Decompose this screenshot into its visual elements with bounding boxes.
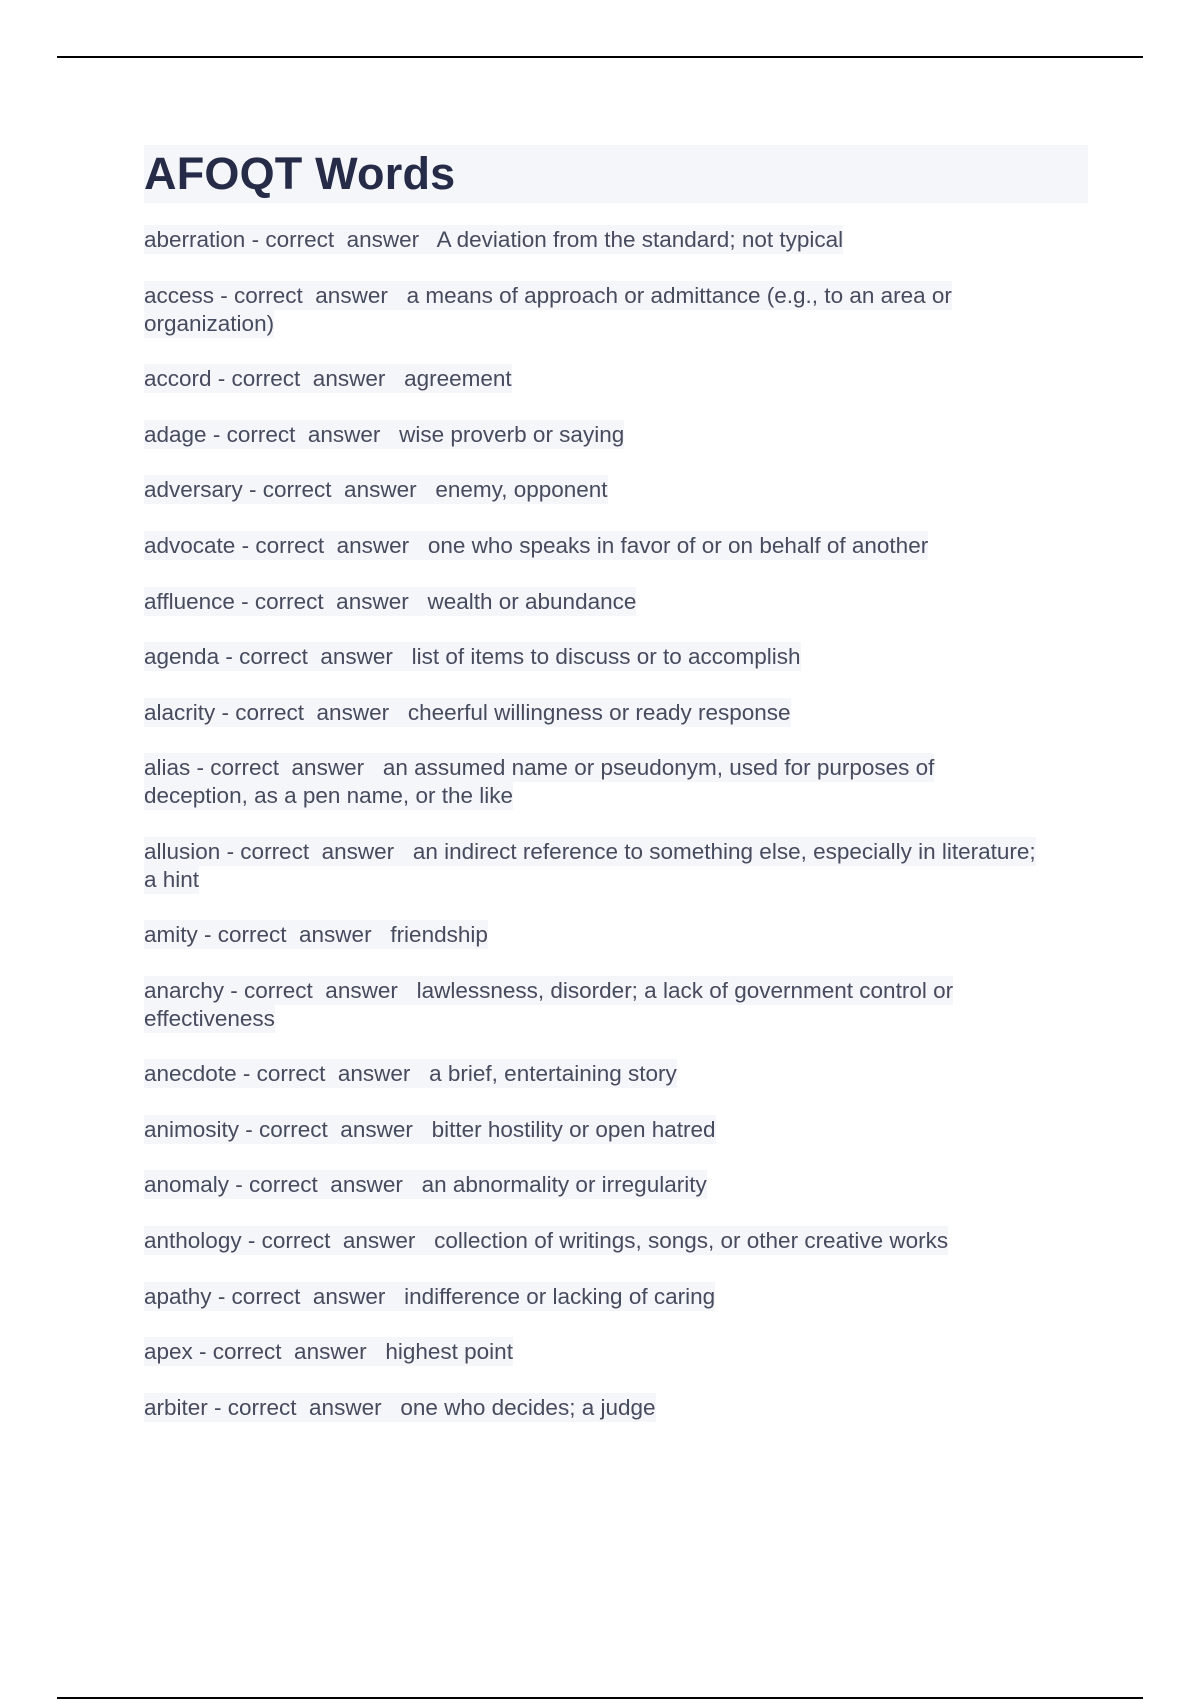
entry-definition: one who decides; a judge <box>400 1395 656 1420</box>
list-item <box>144 1116 1044 1144</box>
entry-definition: a brief, entertaining story <box>429 1061 677 1086</box>
entry-separator: - correct answer <box>239 1117 432 1142</box>
entry-definition: highest point <box>385 1339 513 1364</box>
list-item <box>144 282 1044 338</box>
list-item <box>144 977 1044 1033</box>
entry-separator: - correct answer <box>219 644 412 669</box>
list-item <box>144 421 1044 449</box>
entry-term: access <box>144 283 215 308</box>
entry-separator: - correct answer <box>206 422 400 447</box>
entry-separator: - correct answer <box>241 1228 435 1253</box>
entry-definition: enemy, opponent <box>435 477 608 502</box>
entry-term: amity <box>144 922 198 947</box>
entry-separator: - correct answer <box>215 700 408 725</box>
entry-term: anecdote <box>144 1061 237 1086</box>
list-item <box>144 1171 1044 1199</box>
entry-term: animosity <box>144 1117 240 1142</box>
entry-separator: - correct answer <box>197 922 391 947</box>
entry-separator: - correct answer <box>220 839 413 864</box>
entry-term: anthology <box>144 1228 242 1253</box>
list-item <box>144 365 1044 393</box>
entry-definition: an assumed name or pseudonym, used for purposes of deception, as a pen name, or the like <box>144 755 935 808</box>
page-title: AFOQT Words <box>144 148 456 199</box>
entry-term: apex <box>144 1339 193 1364</box>
entry-separator: - correct answer <box>224 978 417 1003</box>
list-item <box>144 226 1044 254</box>
entry-definition: indifference or lacking of caring <box>404 1284 716 1309</box>
entry-definition: bitter hostility or open hatred <box>431 1117 716 1142</box>
entry-term: anarchy <box>144 978 225 1003</box>
list-item <box>144 532 1044 560</box>
entry-separator: - correct answer <box>235 533 428 558</box>
entry-definition: cheerful willingness or ready response <box>407 700 791 725</box>
entry-term: aberration <box>144 227 246 252</box>
entry-term: adage <box>144 422 207 447</box>
entry-term: accord <box>144 366 212 391</box>
entry-term: adversary <box>144 477 243 502</box>
list-item <box>144 1060 1044 1088</box>
entry-separator: - correct answer <box>242 477 436 502</box>
entry-term: affluence <box>144 589 235 614</box>
entry-separator: - correct answer <box>192 1339 386 1364</box>
entry-term: alacrity <box>144 700 216 725</box>
entry-term: allusion <box>144 839 221 864</box>
bottom-rule <box>57 1697 1143 1699</box>
entry-term: alias <box>144 755 191 780</box>
entry-definition: one who speaks in favor of or on behalf of another <box>427 533 929 558</box>
entry-list <box>144 226 1044 1422</box>
entry-definition: a means of approach or admittance (e.g., to an area or organization) <box>144 283 952 336</box>
entry-term: anomaly <box>144 1172 230 1197</box>
entry-term: apathy <box>144 1284 212 1309</box>
top-rule <box>57 56 1143 58</box>
list-item <box>144 699 1044 727</box>
entry-separator: - correct answer <box>234 589 428 614</box>
list-item <box>144 838 1044 894</box>
entry-separator: - correct answer <box>211 366 405 391</box>
entry-definition: collection of writings, songs, or other creative works <box>434 1228 949 1253</box>
entry-separator: - correct answer <box>236 1061 430 1086</box>
list-item <box>144 588 1044 616</box>
entry-definition: wise proverb or saying <box>399 422 625 447</box>
entry-definition: friendship <box>390 922 488 947</box>
list-item <box>144 1283 1044 1311</box>
list-item <box>144 754 1044 810</box>
entry-definition: agreement <box>404 366 512 391</box>
entry-term: arbiter <box>144 1395 208 1420</box>
entry-definition: wealth or abundance <box>427 589 637 614</box>
entry-definition: an abnormality or irregularity <box>421 1172 707 1197</box>
entry-separator: - correct answer <box>214 283 407 308</box>
entry-term: advocate <box>144 533 236 558</box>
entry-definition: list of items to discuss or to accomplish <box>411 644 801 669</box>
entry-definition: lawlessness, disorder; a lack of government control or effectiveness <box>144 978 954 1031</box>
entry-separator: - correct answer <box>229 1172 422 1197</box>
entry-separator: - correct answer <box>245 227 437 252</box>
list-item <box>144 643 1044 671</box>
list-item <box>144 921 1044 949</box>
entry-definition: an indirect reference to something else, especially in literature; a hint <box>144 839 1036 892</box>
entry-separator: - correct answer <box>207 1395 401 1420</box>
entry-separator: - correct answer <box>190 755 383 780</box>
list-item <box>144 476 1044 504</box>
entry-term: agenda <box>144 644 220 669</box>
list-item <box>144 1338 1044 1366</box>
list-item <box>144 1394 1044 1422</box>
list-item <box>144 1227 1044 1255</box>
entry-definition: A deviation from the standard; not typical <box>436 227 844 252</box>
entry-separator: - correct answer <box>211 1284 405 1309</box>
